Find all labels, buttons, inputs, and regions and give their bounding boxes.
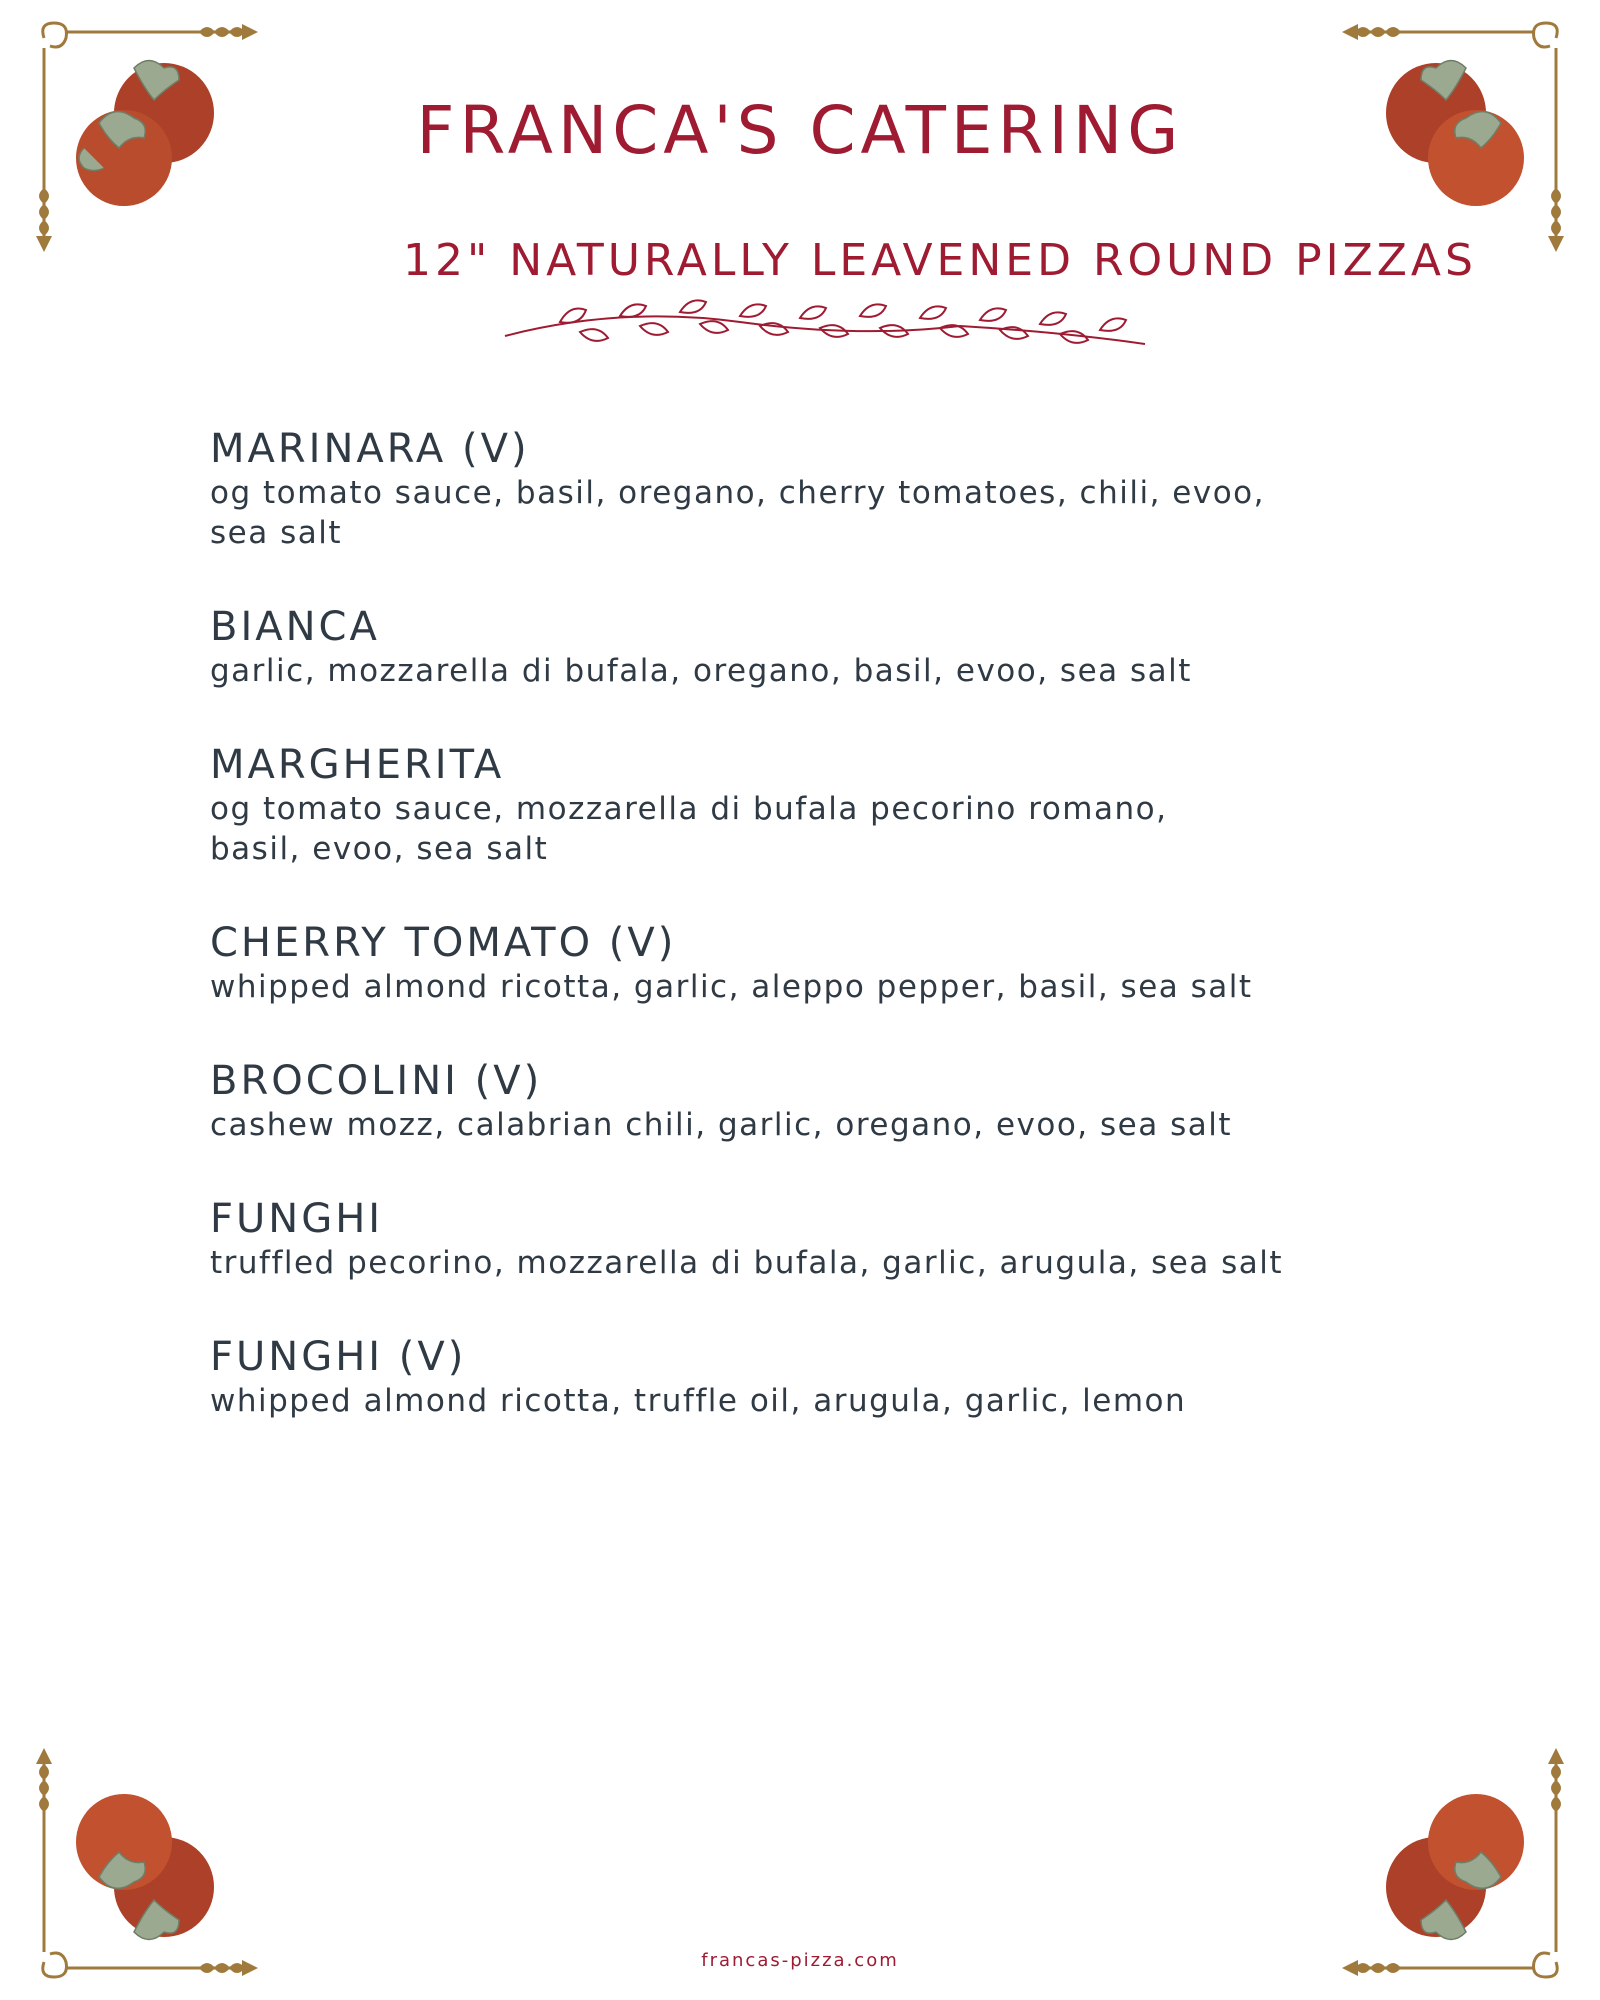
menu-item-description: cashew mozz, calabrian chili, garlic, oregano, evoo, sea salt [210, 1107, 1232, 1143]
menu-item-name: BROCOLINI (V) [210, 1058, 543, 1104]
menu-item [210, 1057, 1410, 1145]
footer-website-link[interactable]: francas-pizza.com [701, 1950, 899, 1971]
menu-item-description: og tomato sauce, mozzarella di bufala pecorino romano, basil, evoo, sea salt [210, 791, 1168, 867]
menu-item-name: MARINARA (V) [210, 426, 530, 472]
menu-item-name: BIANCA [210, 604, 380, 650]
menu-item-name: CHERRY TOMATO (V) [210, 920, 677, 966]
menu-list [210, 425, 1410, 1471]
menu-item [210, 1195, 1410, 1283]
menu-item-description: garlic, mozzarella di bufala, oregano, basil, evoo, sea salt [210, 653, 1192, 689]
menu-item-description: whipped almond ricotta, garlic, aleppo pepper, basil, sea salt [210, 969, 1253, 1005]
menu-item-name: MARGHERITA [210, 742, 505, 788]
menu-item [210, 425, 1410, 553]
page-title: FRANCA'S CATERING [416, 92, 1184, 169]
menu-item [210, 919, 1410, 1007]
page-subtitle: 12" NATURALLY LEAVENED ROUND PIZZAS [403, 235, 1477, 286]
menu-item-description: truffled pecorino, mozzarella di bufala, garlic, arugula, sea salt [210, 1245, 1284, 1281]
menu-item [210, 741, 1410, 869]
vine-divider-icon [500, 296, 1150, 360]
menu-item-name: FUNGHI [210, 1196, 384, 1242]
menu-item-description: whipped almond ricotta, truffle oil, arugula, garlic, lemon [210, 1383, 1187, 1419]
menu-item [210, 603, 1410, 691]
menu-item [210, 1333, 1410, 1421]
menu-item-description: og tomato sauce, basil, oregano, cherry tomatoes, chili, evoo, sea salt [210, 475, 1265, 551]
menu-item-name: FUNGHI (V) [210, 1334, 467, 1380]
